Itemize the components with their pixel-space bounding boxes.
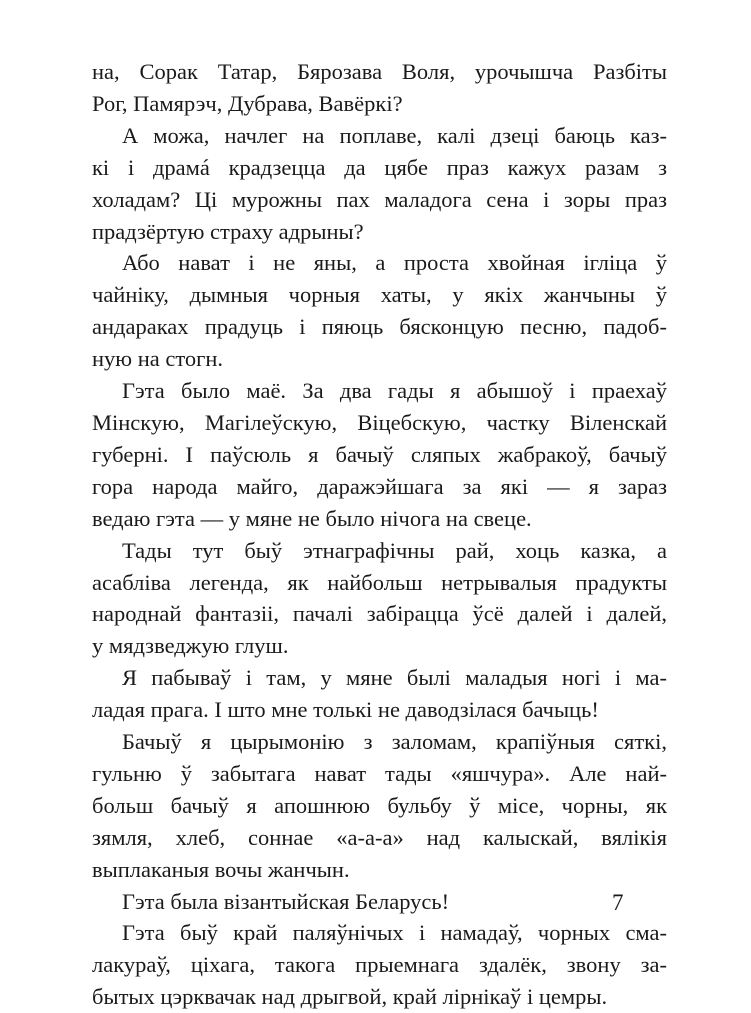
text-line: Тады тут быў этнаграфічны рай, хоць казка, а	[122, 537, 667, 563]
text-line: чайніку, дымныя чорныя хаты, у якіх жанчыны ў	[92, 282, 667, 308]
text-line: зямля, хлеб, соннае «а-а-а» над калыскай, вялікія	[92, 824, 667, 850]
text-line: прадзёртую страху адрыны?	[92, 218, 364, 244]
text-line: асабліва легенда, як найбольш нетрывалыя прадукты	[92, 569, 667, 595]
paragraph	[92, 56, 667, 120]
paragraph	[92, 917, 667, 1013]
text-line: Гэта быў край паляўнічых і намадаў, чорных сма-	[122, 920, 667, 946]
text-line: народнай фантазіі, пачалі забірацца ўсё далей і далей,	[92, 601, 667, 627]
text-line: Бачыў я цырымонію з заломам, крапіўныя сяткі,	[122, 729, 667, 755]
paragraph	[92, 120, 667, 248]
text-line: А можа, начлег на поплаве, калі дзеці баюць каз-	[122, 122, 667, 148]
text-line: у мядзведжую глуш.	[92, 633, 289, 659]
text-line: губерні. І паўсюль я бачыў сляпых жабракоў, бачыў	[92, 441, 667, 467]
paragraph	[92, 375, 667, 535]
text-line: ладая прага. І што мне толькі не даводзілася бачыць!	[92, 697, 599, 723]
text-line: Рог, Памярэч, Дубрава, Вавёркі?	[92, 90, 403, 116]
text-line: Гэта было маё. За два гады я абышоў і праехаў	[122, 378, 667, 404]
text-line: Або нават і не яны, а проста хвойная іглiца ў	[122, 250, 667, 276]
text-line: холадам? Ці мурожны пах маладога сена і зоры праз	[92, 186, 667, 212]
text-line: бытых цэрквачак над дрыгвой, край лірнікаў і цемры.	[92, 984, 608, 1010]
text-line: выплаканыя вочы жанчын.	[92, 856, 350, 882]
text-line: больш бачыў я апошнюю бульбу ў місе, чорны, як	[92, 792, 667, 818]
body-text	[92, 56, 667, 1013]
text-line: ведаю гэта — у мяне не было нічога на свеце.	[92, 505, 532, 531]
paragraph	[92, 886, 667, 918]
paragraph	[92, 247, 667, 375]
text-line: Гэта была візантыйская Беларусь!	[122, 888, 450, 914]
text-line: лакураў, ціхага, такога прыемнага здалёк, звону за-	[92, 952, 667, 978]
text-line: андараках прадуць і пяюць бясконцую песню, падоб-	[92, 314, 667, 340]
page-number: 7	[612, 890, 624, 915]
text-line: гора народа майго, даражэйшага за які — я зараз	[92, 473, 667, 499]
paragraph	[92, 726, 667, 886]
text-line: гульню ў забытага нават тады «яшчура». Але най-	[92, 760, 667, 786]
text-line: Мінскую, Магілеўскую, Віцебскую, частку Віленскай	[92, 409, 667, 435]
text-line: на, Сорак Татар, Бярозава Воля, урочышча Разбіты	[92, 59, 667, 84]
paragraph	[92, 535, 667, 663]
paragraph	[92, 662, 667, 726]
text-line: кі і дрaмá крадзецца да цябе праз кажух разам з	[92, 154, 667, 180]
text-line: Я пабываў і там, у мяне былі маладыя ногі і ма-	[122, 665, 667, 691]
text-line: ную на стогн.	[92, 346, 224, 372]
